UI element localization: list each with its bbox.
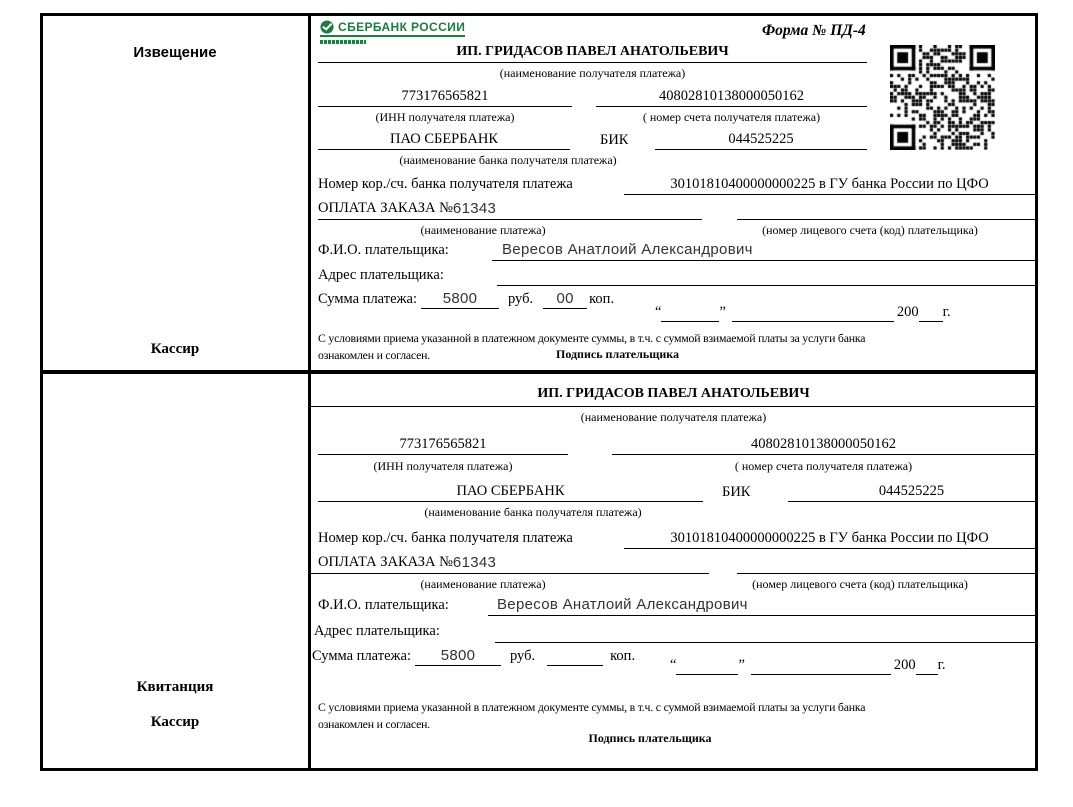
- payment-name-row-receipt: [318, 553, 496, 572]
- corr-account-value: 30101810400000000225 в ГУ банка России по ЦФО: [624, 174, 1035, 195]
- account-caption: ( номер счета получателя платежа): [642, 110, 821, 124]
- kop-value: 00: [543, 289, 587, 309]
- order-number-receipt: 61343: [452, 554, 497, 571]
- qr-code: [890, 45, 995, 150]
- recipient-name-underline-receipt: [311, 406, 1035, 407]
- form-number-label: Форма № ПД-4: [762, 22, 866, 39]
- date-open-quote: “: [655, 304, 662, 320]
- account-value-receipt: 40802810138000050162: [612, 434, 1035, 455]
- date-year-suffix-receipt: г.: [937, 657, 946, 673]
- personal-account-caption-receipt: (номер лицевого счета (код) плательщика): [752, 577, 968, 591]
- personal-account-underline-receipt: [737, 573, 1035, 574]
- bank-caption: (наименование банка получателя платежа): [399, 153, 617, 167]
- order-number: 61343: [452, 200, 497, 217]
- date-close-quote: ”: [719, 304, 726, 320]
- payment-name-underline-receipt: [311, 573, 709, 574]
- agreement-line2-receipt: ознакомлен и согласен.: [318, 717, 431, 731]
- payment-name-row: [318, 199, 496, 218]
- payment-name-caption-receipt: (наименование платежа): [420, 577, 546, 591]
- sum-value-receipt: 5800: [415, 646, 501, 666]
- payment-name-prefix-receipt: ОПЛАТА ЗАКАЗА №: [318, 554, 453, 570]
- sum-label-receipt: Сумма платежа:: [312, 648, 411, 664]
- date-row-receipt: [670, 656, 946, 675]
- rub-label: руб.: [508, 291, 534, 307]
- kop-label-receipt: коп.: [610, 648, 636, 664]
- signature-label-receipt: Подпись плательщика: [588, 731, 712, 745]
- date-month-underline-receipt: [751, 659, 891, 675]
- account-value: 40802810138000050162: [596, 86, 867, 107]
- corr-account-value-receipt: 30101810400000000225 в ГУ банка России по ЦФО: [624, 528, 1035, 549]
- agreement-line1-notice: С условиями приема указанной в платежном документе суммы, в т.ч. с суммой взимаемой платы за услуги банка: [318, 331, 866, 345]
- kop-empty-field-receipt: [547, 650, 603, 666]
- payer-address-label-receipt: Адрес плательщика:: [314, 623, 440, 639]
- cashier-label-notice: Кассир: [150, 341, 200, 357]
- receipt-column-divider: [308, 371, 311, 771]
- corr-account-label-receipt: Номер кор./сч. банка получателя платежа: [318, 530, 573, 546]
- date-year-underline: [919, 306, 943, 322]
- personal-account-caption: (номер лицевого счета (код) плательщика): [762, 223, 978, 237]
- payment-name-underline: [318, 219, 702, 220]
- section-label-notice: Извещение: [133, 44, 217, 61]
- agreement-line2-notice: ознакомлен и согласен.: [318, 348, 431, 362]
- rub-label-receipt: руб.: [510, 648, 536, 664]
- date-day-underline: [661, 306, 719, 322]
- payer-name-label-receipt: Ф.И.О. плательщика:: [318, 597, 449, 613]
- bik-value: 044525225: [655, 129, 867, 150]
- bank-name: ПАО СБЕРБАНК: [318, 129, 570, 150]
- date-close-quote-receipt: ”: [738, 657, 745, 673]
- personal-account-underline: [737, 219, 1035, 220]
- payer-address-label: Адрес плательщика:: [318, 267, 444, 283]
- inn-caption: (ИНН получателя платежа): [375, 110, 515, 124]
- notice-column-divider: [308, 13, 311, 373]
- date-row-notice: [655, 303, 951, 322]
- payer-address-underline: [497, 285, 1035, 286]
- payer-name-label: Ф.И.О. плательщика:: [318, 242, 449, 258]
- account-caption-receipt: ( номер счета получателя платежа): [734, 459, 913, 473]
- recipient-name-caption: (наименование получателя платежа): [499, 66, 686, 80]
- corr-account-label: Номер кор./сч. банка получателя платежа: [318, 176, 573, 192]
- bik-value-receipt: 044525225: [788, 481, 1035, 502]
- bank-caption-receipt: (наименование банка получателя платежа): [424, 505, 642, 519]
- sum-row-notice: [318, 289, 614, 309]
- inn-value: 773176565821: [318, 86, 572, 107]
- payer-address-underline-receipt: [495, 642, 1035, 643]
- payer-name-value: Вересов Анатлоий Александрович: [502, 241, 753, 258]
- sberbank-logo-text: СБЕРБАНК РОССИИ: [338, 20, 466, 34]
- payment-name-prefix: ОПЛАТА ЗАКАЗА №: [318, 200, 453, 216]
- cashier-label-receipt: Кассир: [150, 714, 200, 730]
- section-label-receipt: Квитанция: [136, 679, 214, 695]
- sum-row-receipt: [312, 646, 635, 666]
- date-year-prefix: 200: [896, 304, 919, 320]
- bik-label: БИК: [600, 132, 629, 148]
- inn-value-receipt: 773176565821: [318, 434, 568, 455]
- sberbank-logo: [320, 20, 465, 37]
- sberbank-logo-icon: [320, 20, 334, 34]
- inn-caption-receipt: (ИНН получателя платежа): [373, 459, 513, 473]
- date-open-quote-receipt: “: [670, 657, 677, 673]
- recipient-name-caption-receipt: (наименование получателя платежа): [580, 410, 767, 424]
- date-month-underline: [732, 306, 894, 322]
- kop-label: коп.: [589, 291, 615, 307]
- date-year-underline-receipt: [916, 659, 938, 675]
- payment-name-caption: (наименование платежа): [420, 223, 546, 237]
- date-year-prefix-receipt: 200: [893, 657, 916, 673]
- recipient-name: ИП. ГРИДАСОВ ПАВЕЛ АНАТОЛЬЕВИЧ: [318, 42, 867, 63]
- agreement-line1-receipt: С условиями приема указанной в платежном документе суммы, в т.ч. с суммой взимаемой платы за услуги банка: [318, 700, 866, 714]
- date-year-suffix: г.: [942, 304, 951, 320]
- payer-name-underline-receipt: [488, 615, 1035, 616]
- recipient-name-receipt: ИП. ГРИДАСОВ ПАВЕЛ АНАТОЛЬЕВИЧ: [537, 386, 810, 401]
- bik-label-receipt: БИК: [722, 484, 751, 500]
- sum-value: 5800: [421, 289, 499, 309]
- bank-name-receipt: ПАО СБЕРБАНК: [318, 481, 703, 502]
- payer-name-underline: [492, 260, 1035, 261]
- payer-name-value-receipt: Вересов Анатлоий Александрович: [497, 596, 748, 613]
- sum-label: Сумма платежа:: [318, 291, 417, 307]
- date-day-underline-receipt: [676, 659, 738, 675]
- signature-label-notice: Подпись плательщика: [556, 347, 679, 361]
